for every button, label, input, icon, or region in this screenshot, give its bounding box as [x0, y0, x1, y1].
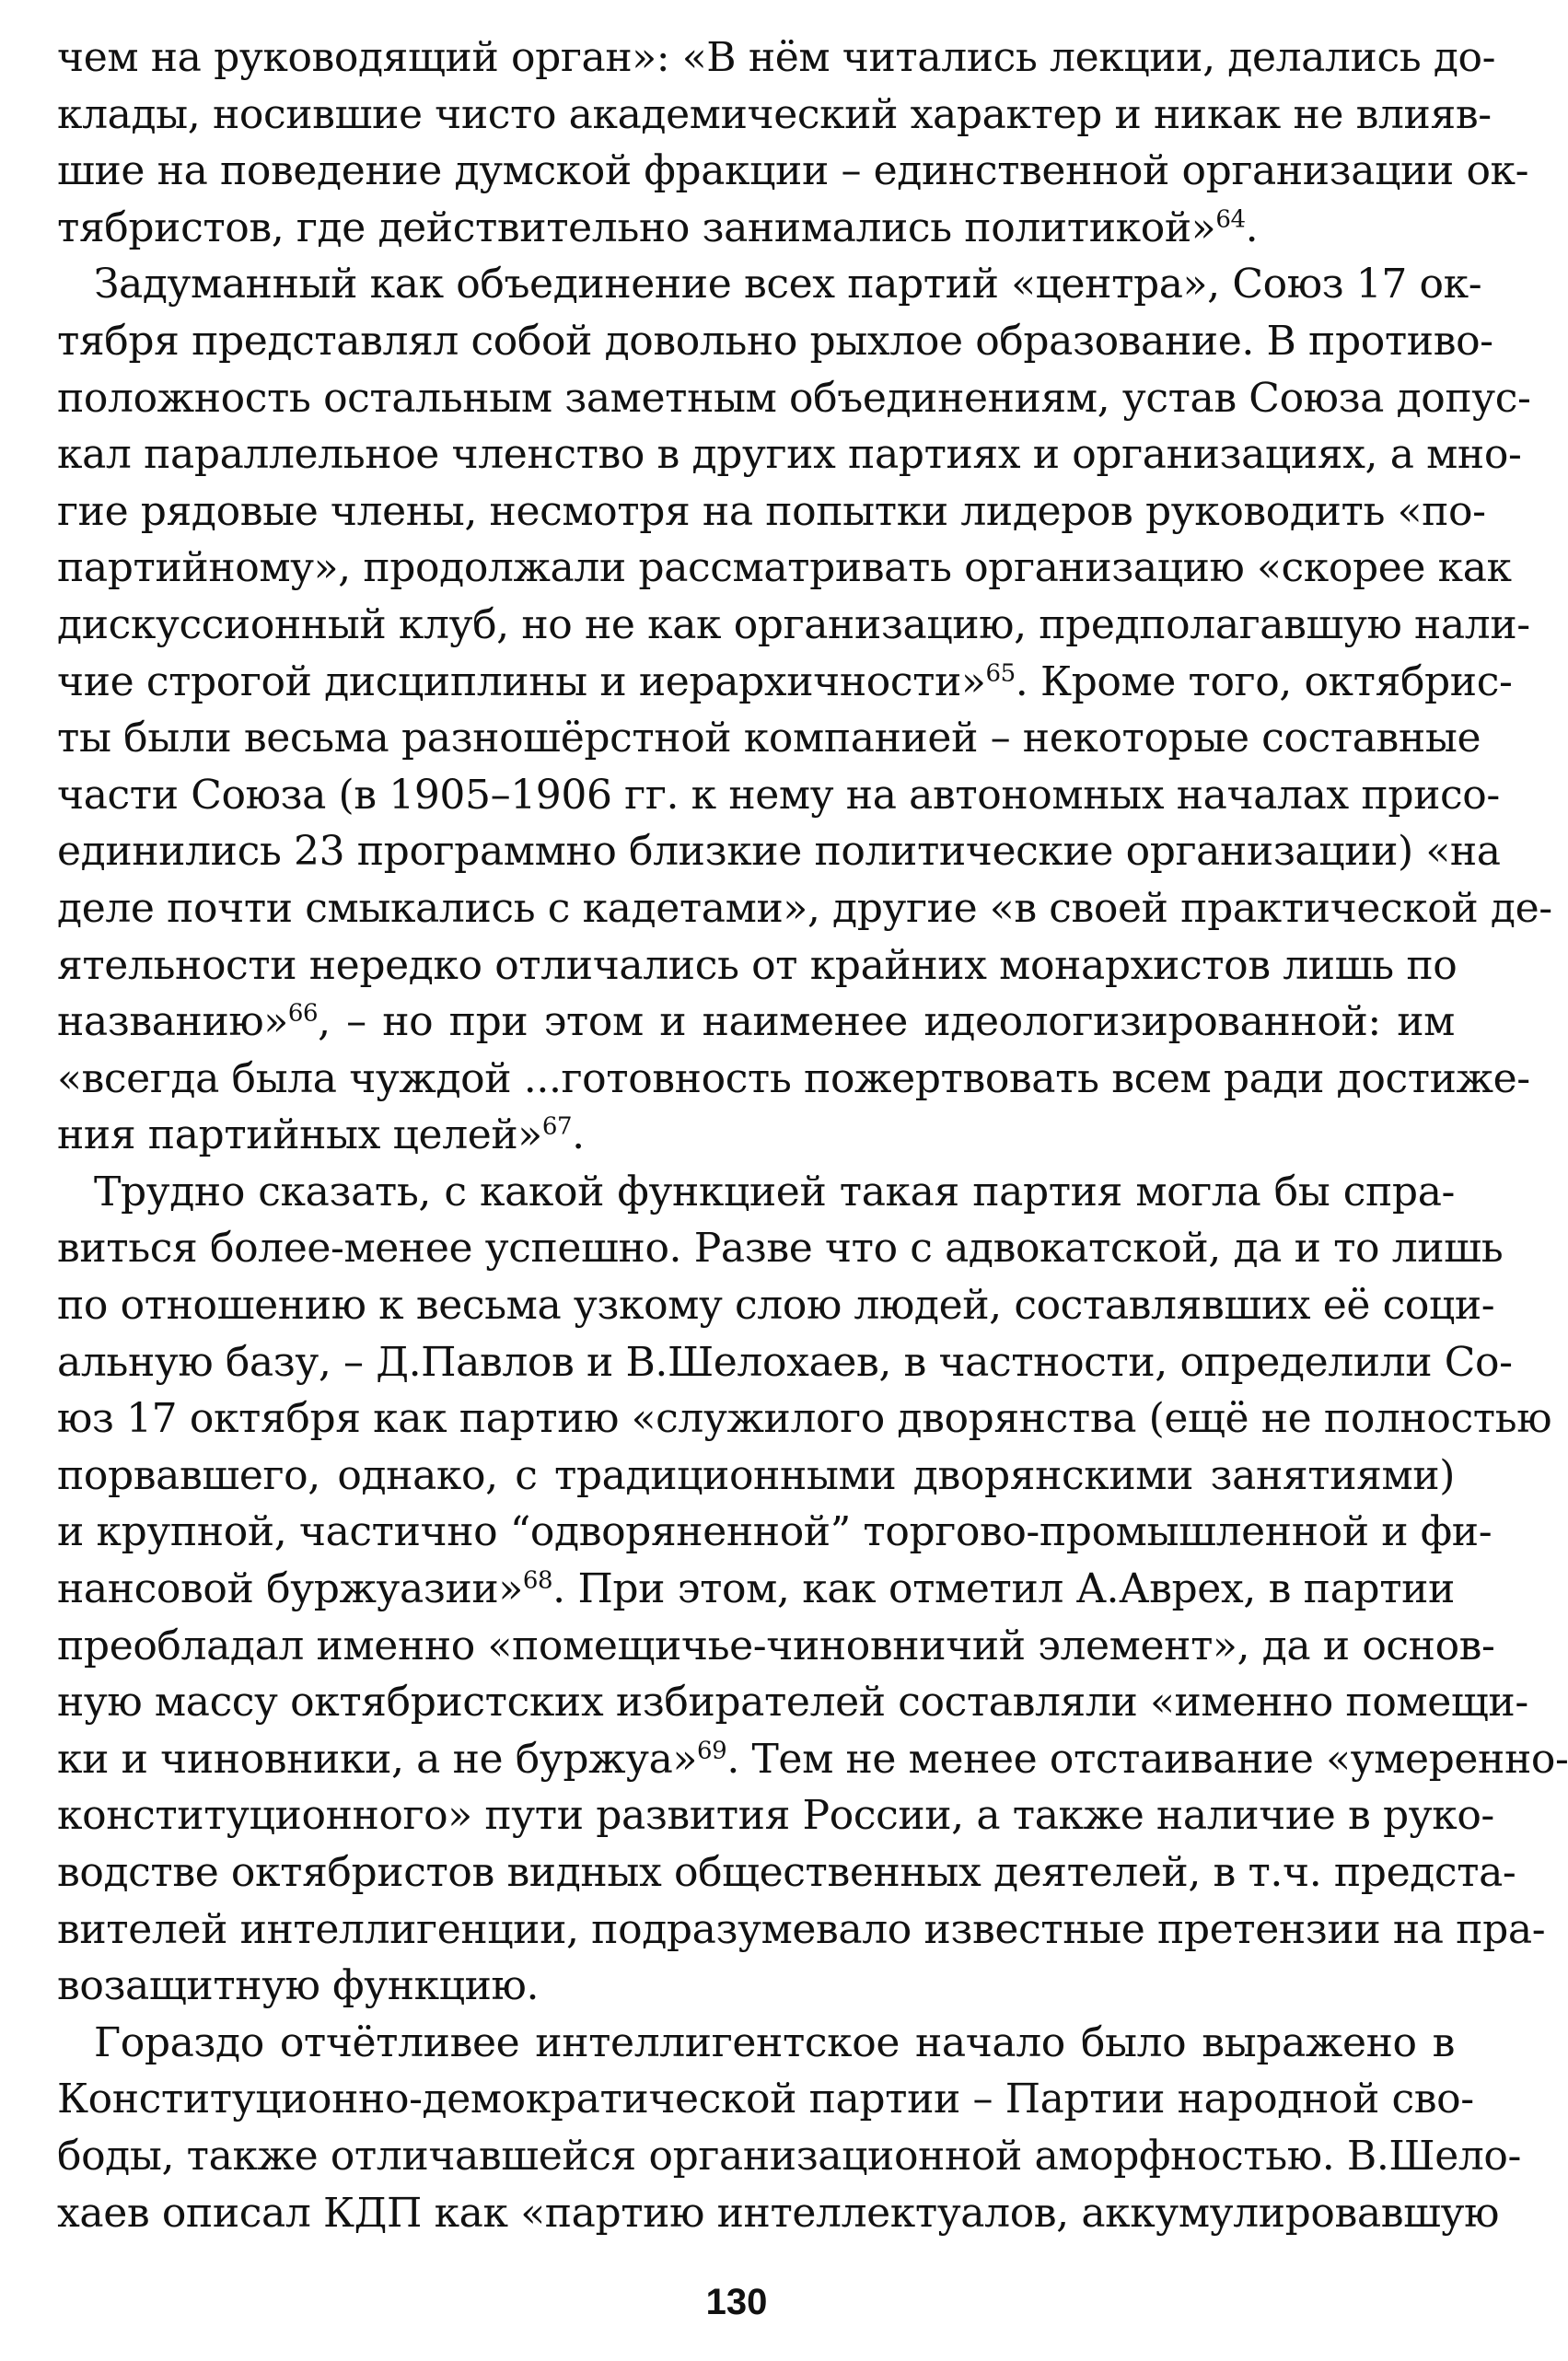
line-text: ную массу октябристских избирателей составляли «именно помещи-: [57, 1679, 1528, 1727]
line-text: преобладал именно «помещичье-чиновничий элемент», да и основ-: [57, 1622, 1495, 1669]
line-text: шие на поведение думской фракции – единственной организации ок-: [57, 147, 1529, 195]
line-text: ния партийных целей»: [57, 1111, 542, 1159]
line-text: дискуссионный клуб, но не как организацию, предполагавшую нали-: [57, 600, 1530, 648]
line-text: и крупной, частично “одворяненной” торгово-промышленной и фи-: [57, 1508, 1493, 1556]
text-line: [57, 2128, 1521, 2185]
line-text: партийному», продолжали рассматривать организацию «скорее как: [57, 544, 1512, 592]
text-line: [57, 710, 1481, 767]
line-text: конституционного» пути развития России, а также наличие в руко-: [57, 1792, 1494, 1840]
line-text: ятельности нередко отличались от крайних монархистов лишь по: [57, 941, 1458, 989]
body-text: [57, 29, 1568, 2241]
line-text: названию»: [57, 998, 288, 1046]
text-line: [57, 1277, 1495, 1334]
line-text: боды, также отличавшейся организационной аморфностью. В.Шело-: [57, 2132, 1521, 2180]
text-line: [57, 1958, 1455, 2015]
text-line: [57, 597, 1530, 654]
text-line: [57, 1107, 1455, 1164]
line-text: Конституционно-демократической партии – Партии народной сво-: [57, 2076, 1474, 2123]
text-line: [57, 200, 1455, 257]
footnote-marker: 67: [541, 1112, 573, 1141]
text-line: [57, 1902, 1546, 1959]
text-line: [57, 483, 1486, 541]
text-line: [57, 313, 1493, 370]
line-text: положность остальным заметным объединениям, устав Союза допус-: [57, 374, 1531, 422]
text-line: [57, 1787, 1494, 1844]
text-line: [57, 823, 1501, 880]
text-line: [57, 1220, 1504, 1277]
line-text: тябристов, где действительно занимались политикой»: [57, 204, 1216, 251]
line-text: чие строгой дисциплины и иерархичности»: [57, 657, 986, 705]
text-line: [57, 1448, 1455, 1505]
line-text: Задуманный как объединение всех партий «центра», Союз 17 ок-: [94, 261, 1482, 308]
text-line: [57, 2015, 1455, 2072]
line-text: водстве октябристов видных общественных деятелей, в т.ч. предста-: [57, 1849, 1516, 1896]
line-text: хаев описал КДП как «партию интеллектуалов, аккумулировавшую: [57, 2189, 1499, 2237]
line-text-tail: . При этом, как отметил А.Аврех, в партии: [552, 1565, 1455, 1613]
line-text: единились 23 программно близкие политические организации) «на: [57, 828, 1501, 876]
line-text: Гораздо отчётливее интеллигентское начало было выражено в: [94, 2018, 1455, 2066]
line-text-tail: .: [1245, 204, 1259, 251]
text-line: [57, 87, 1492, 144]
line-text-tail: . Тем не менее отстаивание «умеренно-: [726, 1735, 1568, 1783]
line-text: ты были весьма разношёрстной компанией – некоторые составные: [57, 715, 1481, 762]
line-text: части Союза (в 1905–1906 гг. к нему на автономных началах присо-: [57, 771, 1500, 819]
text-line: [57, 1504, 1493, 1561]
line-text: ки и чиновники, а не буржуа»: [57, 1735, 698, 1783]
text-line: [57, 2185, 1499, 2242]
text-line: [57, 1164, 1455, 1221]
footnote-marker: 69: [697, 1737, 727, 1765]
line-text: «всегда была чуждой ...готовность пожертвовать всем ради достиже-: [57, 1054, 1530, 1102]
text-line: [57, 994, 1455, 1051]
line-text-tail: .: [572, 1111, 585, 1159]
footnote-marker: 68: [522, 1566, 553, 1595]
text-line: [57, 143, 1529, 200]
line-text: чем на руководящий орган»: «В нём читались лекции, делались до-: [57, 34, 1496, 81]
text-line: [57, 1731, 1568, 1788]
text-line: [57, 1561, 1455, 1618]
line-text: юз 17 октября как партию «служилого дворянства (ещё не полностью: [57, 1395, 1552, 1443]
text-line: [57, 370, 1531, 427]
line-text: Трудно сказать, с какой функцией такая партия могла бы спра-: [94, 1168, 1455, 1215]
text-line: [57, 1051, 1530, 1108]
text-line: [57, 1674, 1528, 1731]
text-line: [57, 1618, 1495, 1675]
text-line: [57, 880, 1552, 937]
text-line: [57, 1844, 1516, 1902]
line-text: альную базу, – Д.Павлов и В.Шелохаев, в частности, определили Со-: [57, 1338, 1513, 1386]
line-text: вителей интеллигенции, подразумевало известные претензии на пра-: [57, 1905, 1546, 1953]
footnote-marker: 66: [287, 999, 319, 1028]
line-text: деле почти смыкались с кадетами», другие «в своей практической де-: [57, 884, 1552, 932]
line-text-tail: . Кроме того, октябрис-: [1015, 657, 1513, 705]
text-line: [57, 256, 1482, 313]
line-text: нансовой буржуазии»: [57, 1565, 523, 1613]
text-line: [57, 426, 1522, 483]
text-line: [57, 2071, 1474, 2128]
footnote-marker: 65: [985, 658, 1016, 687]
text-line: [57, 29, 1496, 87]
line-text: кал параллельное членство в других партиях и организациях, а мно-: [57, 431, 1522, 479]
footnote-marker: 64: [1215, 205, 1246, 234]
line-text: порвавшего, однако, с традиционными дворянскими занятиями): [57, 1451, 1455, 1499]
line-text: гие рядовые члены, несмотря на попытки лидеров руководить «по-: [57, 487, 1486, 535]
text-line: [57, 654, 1513, 711]
page-number: 130: [705, 2282, 768, 2322]
line-text: по отношению к весьма узкому слою людей, составлявших её соци-: [57, 1282, 1495, 1330]
text-line: [57, 937, 1458, 994]
line-text: тября представлял собой довольно рыхлое образование. В противо-: [57, 317, 1493, 365]
text-line: [57, 767, 1500, 824]
line-text: клады, носившие чисто академический характер и никак не влияв-: [57, 90, 1492, 138]
line-text: виться более-менее успешно. Разве что с адвокатской, да и то лишь: [57, 1225, 1504, 1273]
text-line: [57, 1390, 1552, 1448]
text-line: [57, 540, 1512, 597]
line-text-tail: , – но при этом и наименее идеологизированной: им: [318, 998, 1455, 1046]
text-line: [57, 1334, 1513, 1391]
line-text: возащитную функцию.: [57, 1962, 540, 2010]
